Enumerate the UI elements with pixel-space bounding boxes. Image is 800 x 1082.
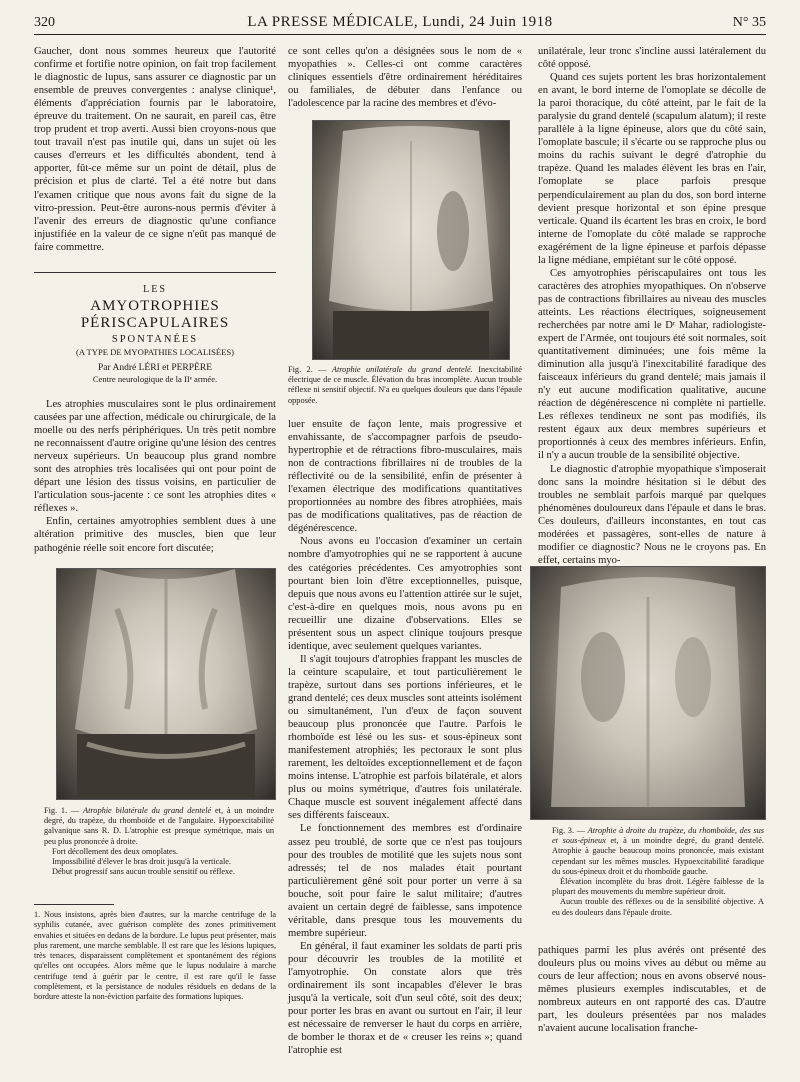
column-1-top	[34, 45, 276, 254]
caption-note: Début progressif sans aucun trouble sensitif ou réflexe.	[52, 867, 235, 877]
figure-3-photo	[530, 566, 766, 820]
back-illustration	[57, 569, 275, 799]
caption-note: Aucun trouble des réflexes ou de la sensibilité objective. A eu des douleurs dans l'épaule droite.	[552, 897, 764, 917]
article-heading	[34, 280, 276, 384]
paragraph: Il s'agit toujours d'atrophies frappant les muscles de la ceinture scapulaire, et tout particulièrement le trapèze, surtout dans ses portions inférieures, et le grand dentelé; ces deux muscles sont atteints isolément ou simultanément, l'un d'eux de façon souvent beaucoup plus prononcée que l'autre. Parfois le rhomboïde est lésé ou les sus- et sous-épineux sont manifestement atrophiés; les pectoraux le sont plus rarement, les deltoïdes exceptionnellement et de façon moins intense. L'atrophie est parfois bilatérale, et alors plus ou moins symétrique, d'autres fois unilatérale. Chaque muscle est souvent inégalement affecté dans ses différents faisceaux.	[288, 653, 522, 822]
back-illustration	[313, 121, 509, 359]
journal-title: LA PRESSE MÉDICALE, Lundi, 24 Juin 1918	[247, 14, 553, 30]
article-subtitle: SPONTANÉES	[111, 334, 199, 345]
caption-label: Fig. 2. —	[288, 365, 327, 374]
column-3-bottom	[538, 944, 766, 1035]
caption-title: Atrophie unilatérale du grand dentelé.	[331, 365, 473, 374]
caption-note: Impossibilité d'élever le bras droit jusqu'à la verticale.	[52, 857, 232, 867]
figure-1-caption	[44, 806, 274, 877]
figure-2-photo	[312, 120, 510, 360]
article-les: LES	[143, 284, 167, 295]
caption-text: et, à un moindre degré, du grand dentelé. Atrophie à gauche beaucoup moins prononcée, mais existant cependant sur les mêmes muscles. Hypoexcitabilité faradique du sous-épineux droit et du rhomboïde gauche.	[552, 836, 764, 876]
paragraph: Enfin, certaines amyotrophies semblent dues à une altération primitive des muscles, bien que leur pathogénie réelle soit encore fort discutée;	[34, 516, 276, 554]
paragraph: Le diagnostic d'atrophie myopathique s'imposerait donc sans la moindre hésitation si le début des troubles ne semblait parfois marqué par quelques phénomènes douloureux dans l'épaule et dans le bras. Ces douleurs, d'ailleurs inconstantes, en tout cas modérées et passagères, sont-elles de nature à modifier ce diagnostic? Nous ne le croyons pas. En effet, certains myo-	[538, 463, 766, 566]
column-2-body	[288, 418, 522, 1057]
caption-text: Inexcitabilité électrique de ce muscle. Élévation du bras incomplète. Aucun trouble réflexe ni sensitif objectif. N'a eu quelques douleurs que dans l'épaule opposée.	[288, 365, 522, 405]
paragraph: Nous avons eu l'occasion d'examiner un certain nombre d'amyotrophies qui ne se rapportent à aucune des catégories précédentes. Ces amyotrophies sont pourtant bien loin d'être exceptionnelles, puisque, depuis que nous avons eu l'attention attirée sur le sujet, c'est-à-dire en quelques mois, nous avons pu en recueillir une dizaine d'observations. Elles se présentent sous un aspect clinique toujours presque identique, avec seulement quelques variantes.	[288, 536, 522, 652]
paragraph: Les atrophies musculaires sont le plus ordinairement causées par une affection, médicale ou chirurgicale, de la moelle ou des nerfs périphériques. Un très petit nombre ne reconnaissent d'autre origine qu'une lésion des centres nerveux supérieurs. Un beaucoup plus grand nombre sont des atrophies très localisées qui ont pour point de départ une lésion des tissus voisins, en particulier de l'articulation sous-jacente : ce sont les atrophies dites « réflexes ».	[34, 399, 276, 515]
article-authors: Par André LÉRI et PERPÈRE	[98, 363, 212, 373]
caption-label: Fig. 3. —	[552, 826, 585, 835]
column-3-top	[538, 45, 766, 567]
paragraph: luer ensuite de façon lente, mais progressive et envahissante, de s'accompagner parfois de pseudo-hypertrophie et de rétractions fibro-musculaires, mais non de contractions fibrillaires ni de troubles de la réflectivité ou de la sensibilité, enfin de présenter à l'examen électrique des modifications quantitatives proportionnées au nombre des fibres atrophiées, mais pas de modifications qualitatives, pas de réaction de dégénérescence.	[288, 419, 522, 535]
caption-note: Fort décollement des deux omoplates.	[52, 846, 179, 856]
caption-title: Atrophie à droite du trapèze, du rhomboïde, des sus et sous-épineux	[552, 826, 765, 846]
caption-note: Élévation incomplète du bras droit. Légère faiblesse de la plupart des mouvements du membre supérieur droit.	[552, 877, 764, 897]
figure-2-caption	[288, 365, 522, 406]
figure-1-photo	[56, 568, 276, 800]
article-affiliation: Centre neurologique de la IIᵉ armée.	[92, 374, 218, 384]
column-1-body	[34, 398, 276, 555]
paragraph: unilatérale, leur tronc s'incline aussi latéralement du côté opposé.	[538, 46, 766, 71]
caption-label: Fig. 1. —	[44, 806, 80, 815]
paragraph: pathiques parmi les plus avérés ont présenté des douleurs plus ou moins vives au début ou même au cours de leur affection; nous en avons observé nous-mêmes plusieurs exemples indiscutables, et de nombreux auteurs en ont rapporté des cas. D'autre part, les douleurs présentées par nos malades n'avaient aucune localisation franche-	[538, 945, 766, 1035]
page-number: 320	[34, 15, 55, 30]
paragraph: Ces amyotrophies périscapulaires ont tous les caractères des atrophies myopathiques. On n'observe pas de contractions fibrillaires au niveau des muscles atteints. Les réactions électriques, soigneusement recherchées par notre ami le Dʳ Mahar, radiologiste-expert de l'Armée, ont toujours été soit normales, soit quantitativement diminuées; une fois même la diminution alla jusqu'à l'inexcitabilité faradique des faisceaux inférieurs du grand dentelé; mais jamais il n'y eut aucune modification qualitative, aucune réaction de dégénérescence ni complète ni partielle. Les réflexes tendineux ne sont pas modifiés, ils restent égaux aux deux membres supérieurs et proportionnés à ceux des membres inférieurs. Enfin, il n'y a aucun trouble de la sensibilité objective.	[538, 267, 766, 462]
footnote: 1. Nous insistons, après bien d'autres, sur la marche centrifuge de la syphilis cutanée, avec guérison complète des zones primitivement envahies et situées en dedans de la bordure. Le lupus peut présenter, mais plus rarement, une marche semblable. Il est rare que les lésions lupiques, très tenaces, disparaissent complètement et spontanément des régions qu'elles ont occupées. Alors même que le lupus nodulaire à marche centrifuge tend à guérir par le centre, il est rare qu'il le fasse complètement, et la persistance de nodules résiduels en dedans de la bordure atteste la non-éviction parfaite des formations lupiques.	[34, 910, 276, 1002]
page-header	[34, 10, 766, 35]
paragraph: Le fonctionnement des membres est d'ordinaire assez peu troublé, de sorte que ce n'est pas toujours pour des troubles de motilité que les sujets nous sont adressés; tel de nos malades était pourtant particulièrement gêné soit pour porter un verre à sa bouche, soit pour faire le salut militaire; d'autres avaient un certain degré de faiblesse, sans impotence véritable, dans presque tous les mouvements du membre supérieur.	[288, 823, 522, 939]
back-illustration	[531, 567, 765, 819]
figure-3-caption	[552, 826, 764, 918]
footnote-divider	[34, 904, 114, 905]
article-title: AMYOTROPHIES PÉRISCAPULAIRES	[80, 298, 230, 331]
paragraph: Quand ces sujets portent les bras horizontalement en avant, le bord interne de l'omoplate se décolle de la paroi thoracique, du côté atteint, par le fait de la paralysie du grand dentelé (scapulum alatum); il reste parallèle à la ligne épineuse, alors que du côté sain, l'omoplate bascule; il s'écarte ou se rapproche plus ou moins du rachis suivant le degré d'atrophie du trapèze. Quand les malades élèvent les bras en l'air, l'omoplate se place parfois presque perpendiculairement au plan du dos, son bord interne devient presque horizontal et son épine presque verticale. Quand ils écartent les bras en croix, le bord interne de l'omoplate du côté malade se rapproche exagérément de la ligne épineuse et parfois dépasse la ligne médiane, empiétant sur le côté opposé.	[538, 72, 766, 266]
article-type: (A TYPE DE MYOPATHIES LOCALISÉES)	[75, 347, 235, 357]
divider	[34, 272, 276, 273]
paragraph: Gaucher, dont nous sommes heureux que l'autorité confirme et fortifie notre opinion, on fait trop facilement le diagnostic de lupus, sans assurer ce diagnostic par un ensemble de preuves convergentes : analyse clinique¹, éléments d'appréciation fournis par le laboratoire, épreuve du traitement. On ne saurait, en pareil cas, être trop prudent et trop averti. Aussi bien croyons-nous que tout travail n'est pas inutile qui, dans un sujet où les causes d'erreurs et les difficultés abondent, tend à apporter, fût-ce même sur un point de détail, plus de précision et plus de clarté. Tel a été notre but dans l'examen critique que nous avons fait du signe de la vitro-pression. Peut-être aurons-nous permis d'éviter à l'avenir des erreurs de diagnostic qu'une confiance injustifiée en la valeur de ce signe n'eût pas manqué de faire commettre.	[34, 46, 276, 253]
caption-title: Atrophie bilatérale du grand dentelé	[83, 806, 212, 815]
paragraph: ce sont celles qu'on a désignées sous le nom de « myopathies ». Celles-ci ont comme caractères cliniques essentiels d'être ordinairement héréditaires ou familiales, de débuter dans l'enfance ou l'adolescence par la racine des membres et d'évo-	[288, 46, 522, 110]
issue-number: N° 35	[732, 15, 766, 30]
caption-text: et, à un moindre degré, du trapèze, du rhomboïde et de l'angulaire. Hypoexcitabilité galvanique sans R. D. L'atrophie est presque symétrique, mais un peu plus prononcée à droite.	[44, 806, 275, 846]
paragraph: En général, il faut examiner les soldats de parti pris pour découvrir les troubles de la motilité et l'amyotrophie. On constate alors que très ordinairement ils sont incapables d'élever le bras jusqu'à la verticale, soit d'un seul côté, soit des deux; pour porter les bras en avant ou surtout en l'air, il leur est nécessaire de renverser le haut du corps en arrière, de bomber le thorax et de « creuser les reins »; quand l'atrophie est	[288, 940, 522, 1057]
column-2-top	[288, 45, 522, 110]
